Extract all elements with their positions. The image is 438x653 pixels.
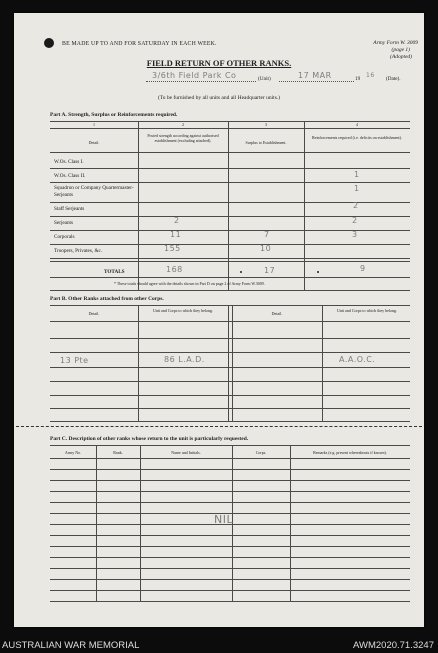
total-marker (317, 271, 319, 273)
year-prefix: 19 (355, 76, 361, 82)
unit-handwritten: 3/6th Field Park Co (152, 71, 237, 80)
row-reinf: 1 (354, 184, 360, 193)
row-posted: 2 (174, 216, 180, 225)
row-detail: Staff Serjeants (54, 206, 85, 212)
row-reinf: 2 (352, 216, 358, 225)
part-c-header-corps: Corps. (255, 450, 267, 455)
part-b-header-detail-2: Detail. (271, 311, 283, 316)
part-a-title: Part A. Strength, Surplus or Reinforcements required. (50, 112, 178, 118)
footer-left: AUSTRALIAN WAR MEMORIAL (2, 640, 140, 651)
part-c-title: Part C. Description of other ranks whose return to the unit is particularly requested. (50, 436, 249, 442)
row-detail: Squadron or Company Quartermaster-Serjeants (54, 185, 134, 198)
total-posted: 168 (166, 265, 183, 274)
row-reinf: 3 (352, 230, 358, 239)
row-surplus: 7 (264, 230, 270, 239)
part-b-title: Part B. Other Ranks attached from other Corps. (50, 296, 164, 302)
punch-hole (44, 38, 54, 48)
row-reinf: 2 (353, 201, 359, 210)
part-b-header-detail-1: Detail. (88, 311, 100, 316)
col-header-surplus: Surplus to Establishment. (245, 140, 287, 145)
col-num-1: 1 (93, 122, 95, 127)
attached-unit: 86 L.A.D. (164, 355, 205, 364)
form-adopted: (Adopted) (390, 54, 412, 60)
unit-label: (Unit) (258, 76, 271, 82)
col-header-detail: Detail. (88, 140, 100, 145)
col-num-4: 4 (356, 122, 358, 127)
attached-detail: 13 Pte (60, 356, 89, 365)
date-label: (Date). (386, 76, 401, 82)
total-surplus: 17 (264, 266, 276, 275)
year-handwritten: 16 (366, 72, 375, 79)
total-reinf: 9 (360, 264, 366, 273)
part-b-header-unit-1: Unit and Corps to which they belong. (152, 308, 214, 313)
total-marker (240, 271, 242, 273)
row-posted: 155 (164, 244, 181, 253)
form-page (14, 13, 424, 627)
col-num-2: 2 (182, 122, 184, 127)
part-c-header-rank: Rank. (113, 450, 123, 455)
row-posted: 11 (170, 230, 182, 239)
attached-unit-2: A.A.O.C. (339, 355, 376, 364)
weekly-notice: BE MADE UP TO AND FOR SATURDAY IN EACH WEEK. (62, 41, 217, 47)
col-header-posted: Posted strength according against authorised establishment (excluding attached). (147, 133, 219, 143)
date-handwritten: 17 MAR (298, 71, 332, 80)
row-detail: W.Os. Class I. (54, 159, 84, 165)
col-num-3: 3 (265, 122, 267, 127)
form-title: FIELD RETURN OF OTHER RANKS. (146, 58, 292, 68)
part-c-nil: NIL (214, 513, 234, 526)
footer-right: AWM2020.71.3247 (353, 640, 434, 651)
row-detail: Corporals (54, 234, 75, 240)
row-surplus: 10 (260, 244, 272, 253)
form-page-number: (page 1) (391, 47, 410, 53)
part-c-header-remarks: Remarks (e.g. present whereabouts if known). (313, 450, 387, 455)
part-b-header-unit-2: Unit and Corps to which they belong. (336, 308, 398, 313)
furnished-note: (To be furnished by all units and all Headquarter units.) (157, 95, 281, 101)
part-a-footnote: * These totals should agree with the details shown in Part D on page 2 of Army Form W.3009. (114, 281, 265, 286)
part-c-header-army-no: Army No. (64, 450, 82, 455)
totals-label: TOTALS (104, 269, 125, 275)
row-detail: Troopers, Privates, &c. (54, 248, 103, 254)
form-number: Army Form W. 3009 (373, 40, 418, 46)
fold-line (16, 426, 422, 427)
part-c-header-name: Name and Initials. (171, 450, 201, 455)
row-detail: W.Os. Class II. (54, 173, 86, 179)
row-reinf: 1 (354, 170, 360, 179)
row-detail: Serjeants (54, 220, 74, 226)
col-header-reinf: Reinforcements required (i.e. deficits on establishment). (312, 135, 402, 140)
